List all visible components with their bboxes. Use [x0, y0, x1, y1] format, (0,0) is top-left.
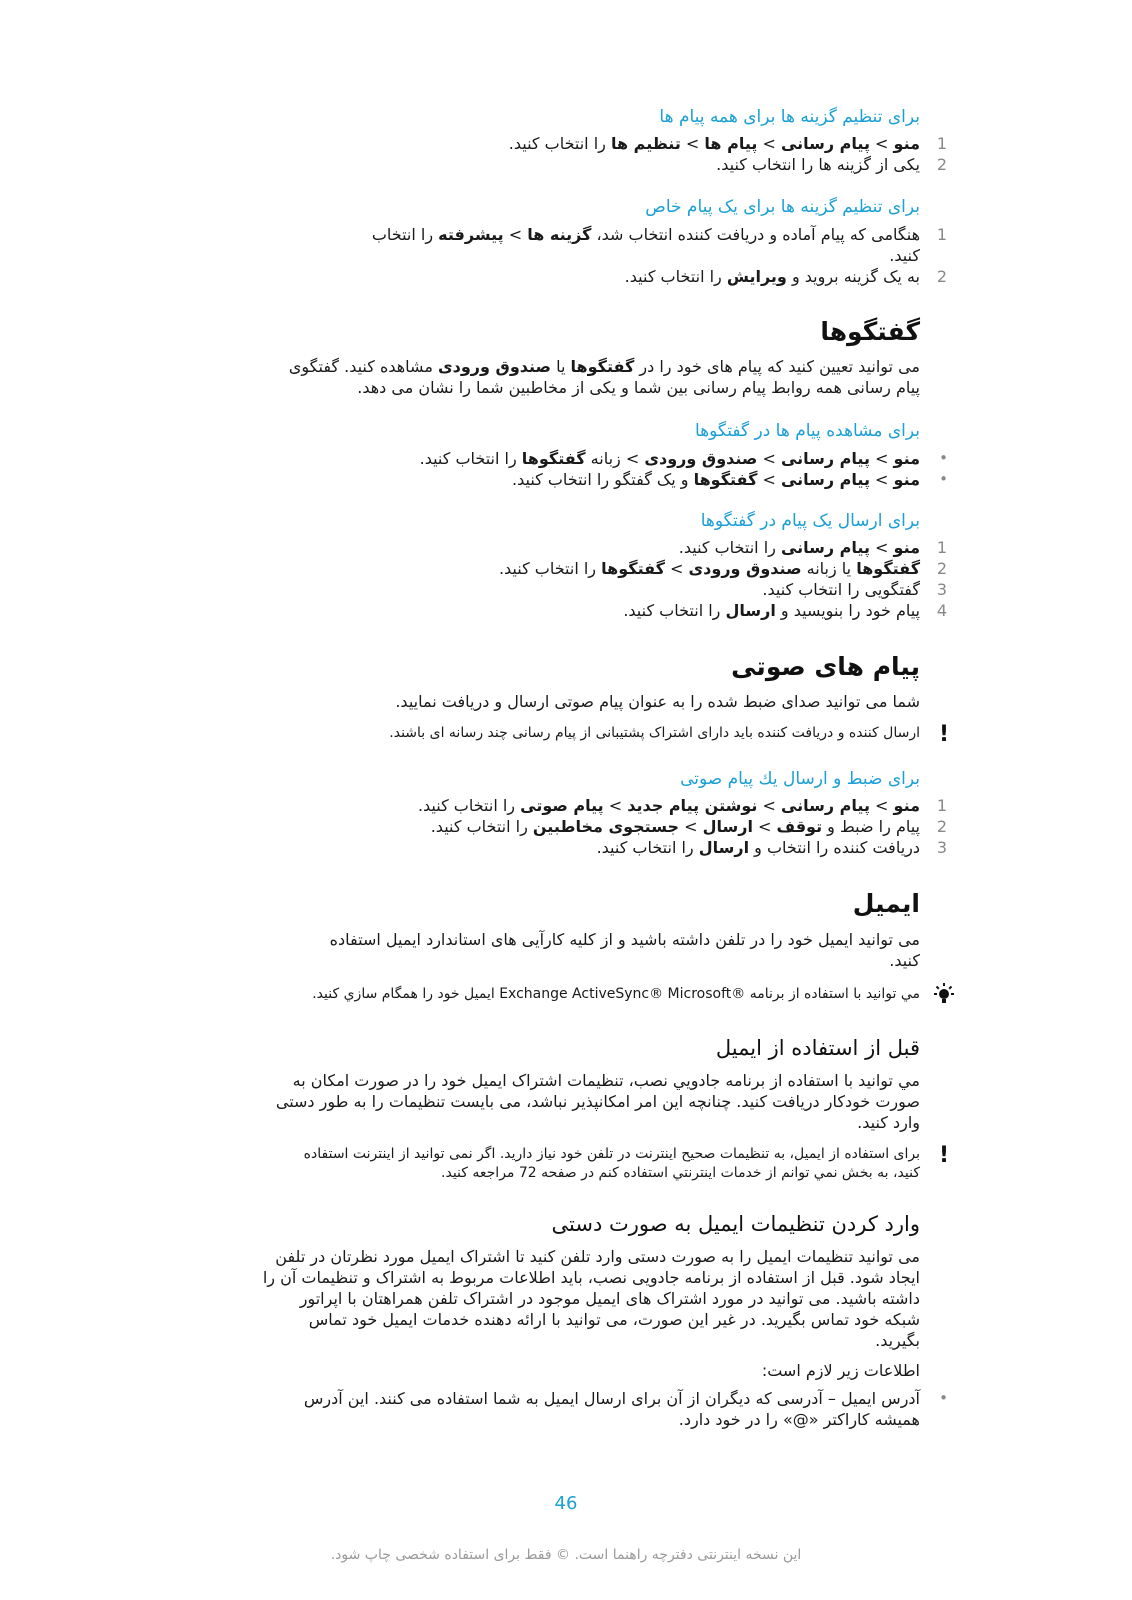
separator: > [680, 134, 705, 153]
step-number: 2 [936, 155, 948, 174]
heading-conversations: گفتگوها [820, 317, 920, 346]
heading-email: ایمیل [852, 889, 920, 918]
step-text: به یک گزینه بروید و [786, 267, 920, 286]
paragraph-line: اطلاعات زیر لازم است: [761, 1361, 920, 1380]
search-contacts-term: جستجوی مخاطبین [532, 817, 680, 836]
step-number: 2 [936, 559, 948, 578]
bullet-item [190, 448, 948, 469]
exclamation-icon: ! [938, 1143, 950, 1168]
separator: > [603, 796, 628, 815]
conversations-term: گفتگوها [856, 559, 920, 578]
paragraph-line: می توانید تنظیمات ایمیل را به صورت دستی وارد تلفن کنید تا اشتراک ایمیل مورد نظرتان در تلفن [275, 1247, 920, 1266]
write-new-term: نوشتن پیام جدید [627, 796, 758, 815]
step-row [190, 816, 948, 837]
lightbulb-icon [932, 981, 956, 1005]
separator: > [664, 559, 689, 578]
step-text: گفتگویی را انتخاب کنید. [762, 580, 920, 599]
step-text: را انتخاب [371, 225, 439, 244]
text: و یک گفتگو را انتخاب کنید. [512, 470, 694, 489]
step-text: دریافت کننده را انتخاب و [749, 838, 920, 857]
text: را انتخاب کنید. [419, 449, 522, 468]
bullet-item-continued: همیشه کاراکتر «@» را در خود دارد. [678, 1410, 920, 1429]
bullet-text: آدرس ایمیل – آدرسی که دیگران از آن برای ارسال ایمیل به شما استفاده می کنند. این آدرس [303, 1389, 920, 1408]
step-row [190, 154, 948, 175]
step-row [190, 600, 948, 621]
text: یا زبانه [801, 559, 857, 578]
tip-note [205, 985, 920, 1004]
subheading-all-messages: برای تنظیم گزینه ها برای همه پیام ها [659, 107, 920, 127]
warning-note [205, 722, 950, 747]
step-text: هنگامی که پیام آماده و دریافت کننده انتخاب شد، [591, 225, 920, 244]
edit-term: ویرایش [726, 267, 787, 286]
paragraph-line: ایجاد شود. قبل از استفاده از برنامه جادویی نصب، باید اطلاعات مربوط به اشتراک و تنظیمات آن را [262, 1268, 920, 1287]
step-number: 1 [936, 134, 948, 153]
step-text: را انتخاب کنید. [623, 601, 726, 620]
step-row [190, 266, 948, 287]
step-row [190, 537, 948, 558]
subheading-send-conversation: برای ارسال یک پیام در گفتگوها [700, 511, 920, 531]
conversations-term: گفتگوها [693, 470, 758, 489]
note-text: برای استفاده از ایمیل، به تنظیمات صحیح اینترنت در تلفن خود نیاز دارید. اگر نمی توانید از اینترنت استفاده [303, 1146, 920, 1162]
page-number: 46 [554, 1493, 578, 1514]
step-number: 1 [936, 225, 948, 244]
step-row [190, 558, 948, 579]
step-row [190, 795, 948, 816]
step-row [190, 133, 948, 154]
heading-before-email: قبل از استفاده از ایمیل [715, 1036, 920, 1060]
paragraph-line: پیام رسانی همه روابط پیام رسانی بین شما و یکی از مخاطبین شما را نشان می دهد. [357, 378, 920, 397]
separator: > [757, 134, 781, 153]
text: را انتخاب کنید. [417, 796, 521, 815]
advanced-term: پیشرفته [438, 225, 504, 244]
conversations-term: گفتگوها [521, 449, 586, 468]
paragraph-line: صورت خودکار دریافت کنید. چنانچه این امر امکانپذیر نباشد، می بایست تنظیمات را به طور دستی [275, 1092, 920, 1111]
send-term: ارسال [698, 838, 750, 857]
separator: > [869, 449, 894, 468]
step-text: کنید. [889, 246, 920, 265]
messaging-term: پیام رسانی [780, 470, 870, 489]
step-number: 1 [936, 796, 948, 815]
separator: > [503, 225, 528, 244]
step-text: را انتخاب کنید. [624, 267, 727, 286]
page-footer: این نسخه اینترنتی دفترچه راهنما است. © فقط برای استفاده شخصی چاپ شود. [330, 1547, 802, 1563]
step-row [190, 837, 948, 858]
step-row [190, 579, 948, 600]
menu-term: منو [893, 796, 920, 815]
separator: > [869, 796, 894, 815]
step-number: 1 [936, 538, 948, 557]
text: می توانید تعیین کنید که پیام های خود را در [634, 357, 920, 376]
subheading-single-message: برای تنظیم گزینه ها برای یک پیام خاص [645, 197, 920, 217]
separator: > [869, 470, 894, 489]
step-row [190, 224, 948, 245]
inbox-term: صندوق ورودی [644, 449, 758, 468]
send-term: ارسال [725, 601, 776, 620]
separator: > [757, 449, 781, 468]
paragraph-line: کنید. [889, 951, 920, 970]
bullet-icon: • [939, 470, 948, 488]
step-number: 4 [936, 601, 948, 620]
menu-term: منو [893, 470, 920, 489]
step-number: 2 [936, 267, 948, 286]
paragraph-line: مي توانيد با استفاده از برنامه جادويي نصب، تنظيمات اشتراک ایمیل خود را در صورت امکان به [292, 1071, 920, 1090]
paragraph-line [190, 356, 920, 377]
send-term: ارسال [702, 817, 753, 836]
messages-term: پیام ها [704, 134, 758, 153]
paragraph-line: شما می توانید صدای ضبط شده را به عنوان پیام صوتی ارسال و دریافت نمایید. [395, 692, 920, 711]
step-text: را انتخاب کنید. [430, 817, 533, 836]
voice-message-term: پیام صوتی [520, 796, 604, 815]
tip-text: مي توانيد با استفاده از برنامه [745, 986, 920, 1002]
menu-term: منو [893, 134, 920, 153]
messaging-term: پیام رسانی [780, 796, 870, 815]
conversations-term: گفتگوها [570, 357, 635, 376]
inbox-term: صندوق ورودی [437, 357, 552, 376]
separator: > [869, 134, 894, 153]
step-number: 2 [936, 817, 948, 836]
paragraph-line: وارد کنید. [857, 1113, 920, 1132]
heading-manual-settings: وارد کردن تنظیمات ایمیل به صورت دستی [551, 1212, 920, 1236]
text: مشاهده کنید. گفتگوی [288, 357, 438, 376]
step-text: را انتخاب کنید. [596, 838, 699, 857]
menu-term: منو [893, 449, 920, 468]
text: یا [551, 357, 571, 376]
step-text: را انتخاب کنید. [508, 134, 611, 153]
step-row-continued [190, 245, 920, 266]
note-text: ارسال کننده و دریافت کننده باید دارای اشتراک پشتیبانی از پیام رسانی چند رسانه ای باشند. [389, 725, 920, 741]
paragraph-line: بگیرید. [875, 1331, 920, 1350]
options-term: گزینه ها [527, 225, 592, 244]
subheading-view-conversations: برای مشاهده پیام ها در گفتگوها [694, 421, 920, 441]
warning-note [205, 1143, 950, 1183]
step-text: یکی از گزینه ها را انتخاب کنید. [716, 155, 920, 174]
separator: > [869, 538, 894, 557]
messaging-term: پیام رسانی [780, 134, 870, 153]
separator: > [757, 796, 781, 815]
note-text: کنید، به بخش نمي توانم از خدمات اينترنتي استفاده كنم در صفحه 72 مراجعه کنید. [441, 1165, 920, 1181]
paragraph-line: شبکه خود تماس بگیرید. در غیر این صورت، می توانید با ارائه دهنده خدمات ایمیل خود تماس [308, 1310, 920, 1329]
step-text: پیام را ضبط و [822, 817, 920, 836]
bullet-item [190, 1388, 948, 1409]
stop-term: توقف [776, 817, 823, 836]
step-number: 3 [936, 838, 948, 857]
heading-voice-messages: پیام های صوتی [731, 652, 920, 681]
separator: > [679, 817, 703, 836]
settings-term: تنظیم ها [610, 134, 681, 153]
menu-term: منو [893, 538, 920, 557]
tip-text: ایمیل خود را همگام سازي كنيد. [312, 986, 500, 1002]
paragraph-line: می توانید ایمیل خود را در تلفن داشته باشید و از کلیه کارآیی های استاندارد ایمیل استفاده [329, 930, 920, 949]
bullet-icon: • [939, 1389, 948, 1407]
messaging-term: پیام رسانی [780, 538, 870, 557]
conversations-term: گفتگوها [601, 559, 665, 578]
inbox-term: صندوق ورودی [688, 559, 802, 578]
bullet-item [190, 469, 948, 490]
text: را انتخاب کنید. [498, 559, 602, 578]
text: > زبانه [585, 449, 645, 468]
text: را انتخاب کنید. [678, 538, 781, 557]
brand-name: Exchange ActiveSync® Microsoft® [499, 986, 746, 1002]
subheading-record-voice: برای ضبط و ارسال يك پيام صوتی [680, 769, 920, 789]
paragraph-line: داشته باشید. می توانید در مورد اشتراک های ایمیل موجود در اشتراک تلفن همراهتان با اپراتور [299, 1289, 920, 1308]
step-number: 3 [936, 580, 948, 599]
exclamation-icon: ! [938, 722, 950, 747]
separator: > [752, 817, 777, 836]
step-text: پیام خود را بنویسید و [775, 601, 920, 620]
messaging-term: پیام رسانی [780, 449, 870, 468]
separator: > [757, 470, 781, 489]
bullet-icon: • [939, 449, 948, 467]
